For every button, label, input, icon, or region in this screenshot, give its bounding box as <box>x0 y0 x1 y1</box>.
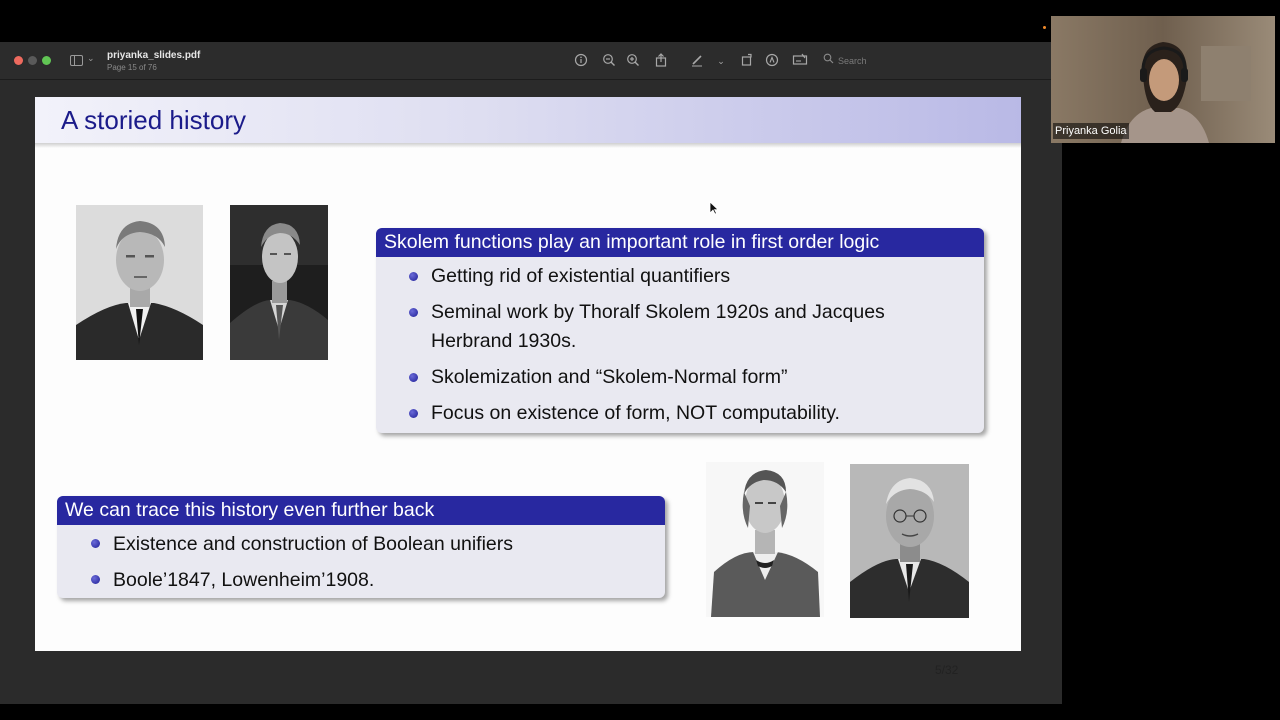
page-indicator: Page 15 of 76 <box>107 63 157 72</box>
list-item: Existence and construction of Boolean unifiers <box>113 533 513 555</box>
bullet-icon <box>409 373 418 382</box>
search-icon <box>823 53 834 67</box>
zoom-window-button[interactable] <box>42 56 51 65</box>
herbrand-portrait <box>230 205 328 360</box>
viewer-toolbar <box>0 42 1062 80</box>
boole-portrait <box>706 462 824 617</box>
chevron-down-icon[interactable]: ⌄ <box>717 56 725 66</box>
block-header: We can trace this history even further back <box>57 496 665 525</box>
slide-title: A storied history <box>61 105 246 135</box>
pdf-viewer-window <box>0 42 1062 704</box>
zoom-out-icon[interactable] <box>601 53 617 69</box>
info-icon[interactable] <box>573 53 589 69</box>
minimize-window-button[interactable] <box>28 56 37 65</box>
skolem-functions-block <box>376 228 984 433</box>
annotate-circle-icon[interactable] <box>764 53 780 69</box>
participant-video-tile[interactable] <box>1051 16 1275 143</box>
bullet-icon <box>91 539 100 548</box>
recording-indicator <box>1043 26 1046 29</box>
form-icon[interactable] <box>792 53 808 69</box>
list-item: Seminal work by Thoralf Skolem 1920s and Jacques <box>431 301 885 323</box>
title-bar-shadow <box>35 143 1021 148</box>
participant-name-label: Priyanka Golia <box>1055 125 1127 137</box>
slide-page-number: 5/32 <box>935 663 959 677</box>
sidebar-toggle-button[interactable] <box>70 53 96 69</box>
sidebar-icon <box>70 55 83 66</box>
mouse-pointer-icon <box>709 201 719 220</box>
skolem-portrait <box>76 205 203 360</box>
list-item: Getting rid of existential quantifiers <box>431 265 731 287</box>
slide-title-bar <box>35 97 1021 143</box>
history-block <box>57 496 665 598</box>
list-item-continuation: Herbrand 1930s. <box>431 330 577 352</box>
slide-page <box>35 97 1021 677</box>
search-input[interactable] <box>838 53 1028 69</box>
bullet-icon <box>409 308 418 317</box>
list-item: Skolemization and “Skolem-Normal form” <box>431 366 788 388</box>
block-header: Skolem functions play an important role in first order logic <box>376 228 984 257</box>
lowenheim-portrait <box>850 464 969 618</box>
search-field[interactable] <box>818 52 1038 70</box>
document-title: priyanka_slides.pdf <box>107 50 201 61</box>
rotate-icon[interactable] <box>739 53 755 69</box>
close-window-button[interactable] <box>14 56 23 65</box>
share-icon[interactable] <box>653 53 669 69</box>
bullet-icon <box>91 575 100 584</box>
bullet-icon <box>409 409 418 418</box>
zoom-in-icon[interactable] <box>625 53 641 69</box>
list-item: Boole’1847, Lowenheim’1908. <box>113 569 375 591</box>
list-item: Focus on existence of form, NOT computability. <box>431 402 840 424</box>
markup-pen-icon[interactable] <box>689 53 705 69</box>
bullet-icon <box>409 272 418 281</box>
chevron-down-icon: ⌄ <box>87 53 95 63</box>
